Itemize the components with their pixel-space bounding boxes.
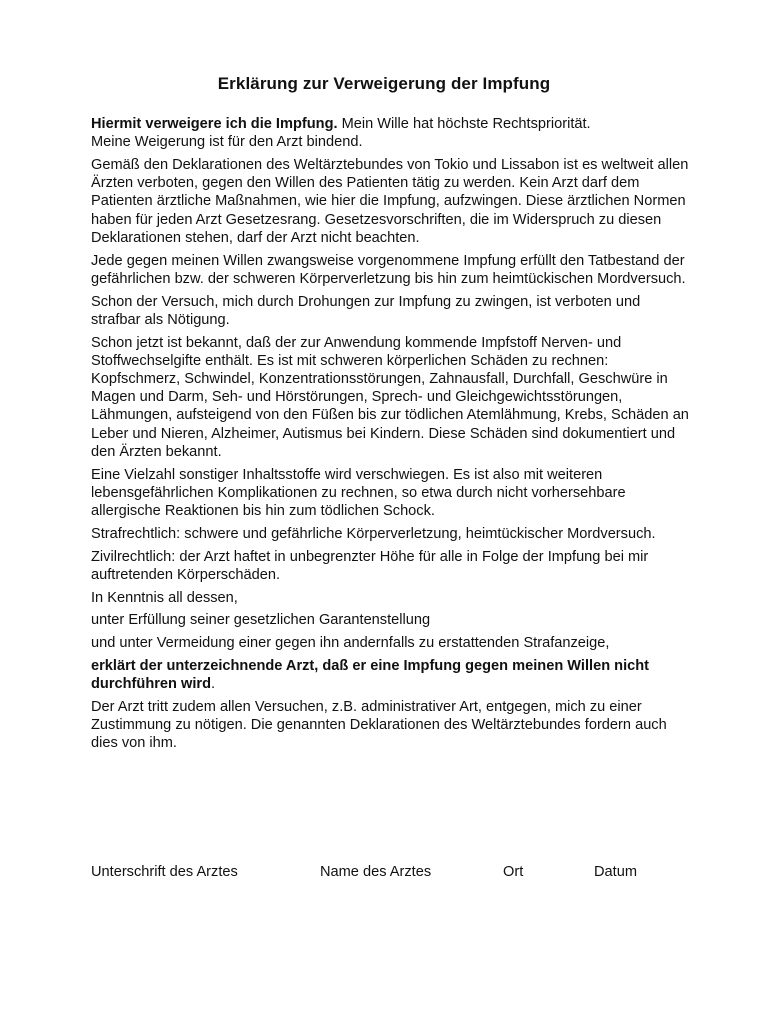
paragraph-forced-vaccination: Jede gegen meinen Willen zwangsweise vorgenommene Impfung erfüllt den Tatbestand der gefährlichen bzw. der schweren Körperverletzung bis hin zum heimtückischen Mordversuch.: [91, 252, 686, 287]
refusal-priority: Mein Wille hat höchste Rechtspriorität.: [337, 116, 591, 132]
paragraph-side-effects: Schon jetzt ist bekannt, daß der zur Anwendung kommende Impfstoff Nerven- und Stoffwechselgifte enthält. Es ist mit schweren körperlichen Schäden zu rechnen: Kopfschmerz, Schwindel, Konzentrationsstörungen, Zahnausfall, Durchfall, Geschwüre in Magen und Darm, Seh- und Hörstörungen, Sprech- und Gleichgewichtsstörungen, Lähmungen, aufsteigend von den Füßen bis zur tödlichen Atemlähmung, Krebs, Schäden an Leber und Nieren, Alzheimer, Autismus bei Kindern. Diese Schäden sind dokumentiert und den Ärzten bekannt.: [91, 334, 689, 460]
paragraph-ingredients: Eine Vielzahl sonstiger Inhaltsstoffe wird verschwiegen. Es ist also mit weiteren lebensgefährlichen Komplikationen zu rechnen, so etwa durch nicht vorhersehbare allergische Reaktionen bis hin zum tödlichen Schock.: [91, 466, 626, 520]
paragraph-coercion: Schon der Versuch, mich durch Drohungen zur Impfung zu zwingen, ist verboten und strafbar als Nötigung.: [91, 293, 641, 328]
refusal-binding: Meine Weigerung ist für den Arzt bindend.: [91, 134, 363, 151]
paragraph-declarations: Gemäß den Deklarationen des Weltärztebundes von Tokio und Lissabon ist es weltweit allen Ärzten verboten, gegen den Willen des Patienten tätig zu werden. Kein Arzt darf dem Patienten ärztliche Maßnahmen, wie hier die Impfung, aufzwingen. Diese ärztlichen Normen haben für jeden Arzt Gesetzesrang. Gesetzesvorschriften, die im Widerspruch zu diesen Deklarationen stehen, darf der Arzt nicht beachten.: [91, 157, 689, 246]
document-body: [91, 115, 691, 757]
paragraph-guarantor: unter Erfüllung seiner gesetzlichen Garantenstellung: [91, 612, 431, 629]
document-title: Erklärung zur Verweigerung der Impfung: [217, 74, 551, 93]
paragraph-criminal-law: Strafrechtlich: schwere und gefährliche Körperverletzung, heimtückischer Mordversuch.: [91, 525, 656, 542]
paragraph-avoidance: und unter Vermeidung einer gegen ihn andernfalls zu erstattenden Strafanzeige,: [91, 635, 610, 652]
signature-label-date: Datum: [594, 864, 637, 880]
paragraph-knowledge: In Kenntnis all dessen,: [91, 589, 238, 606]
paragraph-administrative: Der Arzt tritt zudem allen Versuchen, z.B. administrativer Art, entgegen, mich zu einer Zustimmung zu nötigen. Die genannten Deklarationen des Weltärztebundes fordern auch dies von ihm.: [91, 699, 667, 752]
signature-label-place: Ort: [503, 864, 524, 880]
refusal-statement: Hiermit verweigere ich die Impfung.: [91, 116, 338, 132]
paragraph-civil-law: Zivilrechtlich: der Arzt haftet in unbegrenzter Höhe für alle in Folge der Impfung bei mir auftretenden Körperschäden.: [91, 548, 649, 583]
doctor-declaration-bold: erklärt der unterzeichnende Arzt, daß er eine Impfung gegen meinen Willen nicht durchführen wird: [91, 658, 650, 693]
signature-label-doctor-signature: Unterschrift des Arztes: [91, 864, 238, 880]
paragraph-refusal: [91, 115, 691, 151]
signature-label-doctor-name: Name des Arztes: [320, 864, 432, 880]
paragraph-doctor-declaration: [91, 657, 691, 693]
doctor-declaration-period: .: [211, 676, 216, 693]
